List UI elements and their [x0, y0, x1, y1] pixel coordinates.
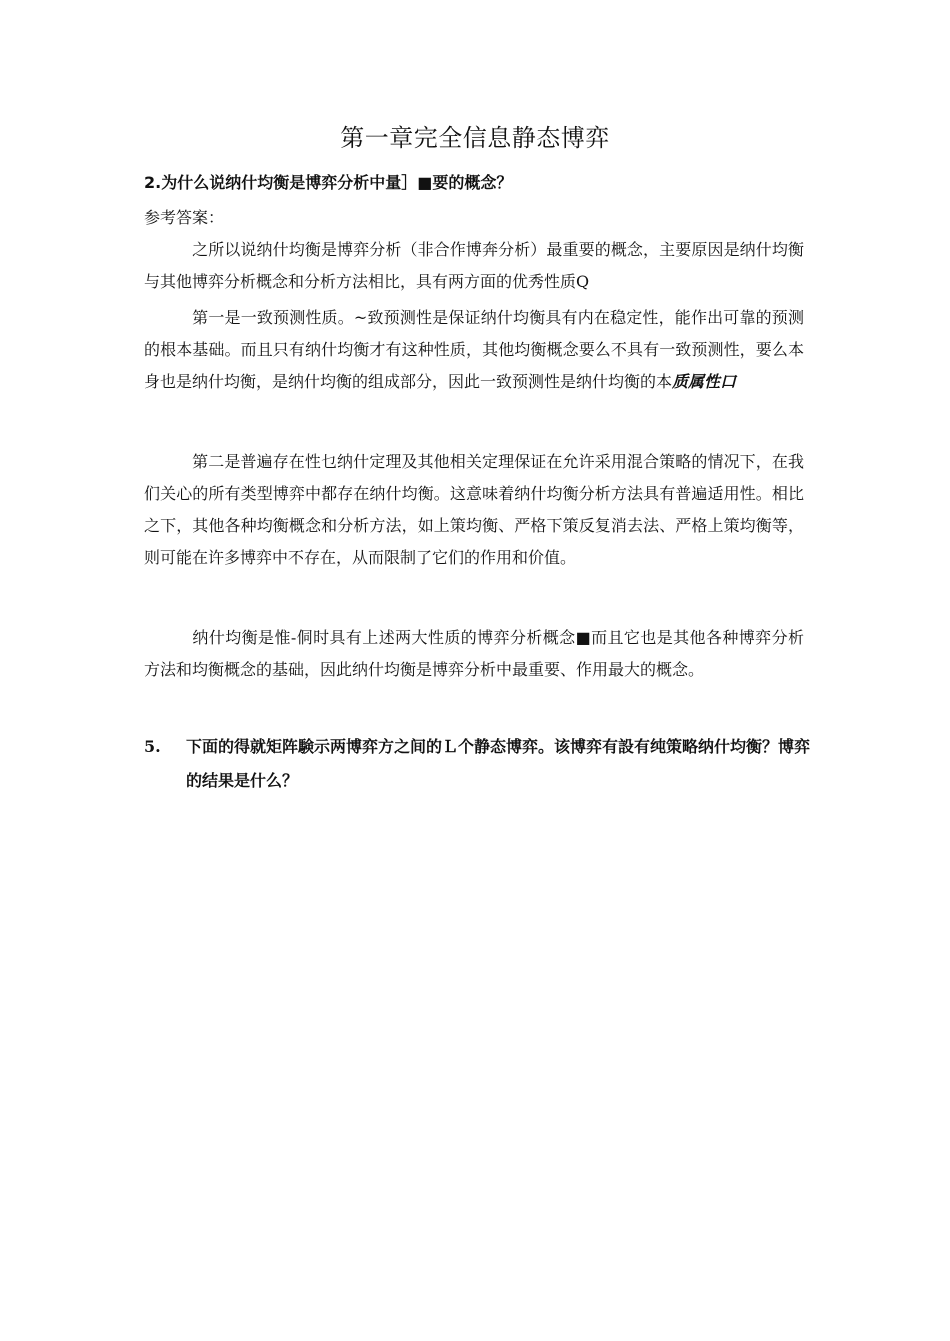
answer-label: 参考答案： [144, 208, 225, 227]
answer-paragraph-3 [144, 446, 804, 574]
question-5-text: 下面的得就矩阵験示两博弈方之间的Ｌ个静态博弈。该博弈有設有纯策略纳什均衡？博弈的结果是什么？ [186, 737, 811, 790]
answer-paragraph-4-text: 纳什均衡是惟-侗时具有上述两大性质的博弈分析概念■而且它也是其他各种博弈分析方法和均衡概念的基础，因此纳什均衡是博弈分析中最重要、作用最大的概念。 [144, 628, 804, 679]
question-5-number: 5. [144, 737, 161, 756]
question-2: 2.为什么说纳什均衡是博弈分析中量］■要的概念？ [144, 173, 513, 192]
answer-paragraph-2-emphasis: 质属性口 [672, 372, 737, 391]
answer-paragraph-4 [144, 622, 804, 686]
question-5 [144, 730, 814, 798]
chapter-title: 第一章完全信息静态博弈 [340, 124, 610, 152]
answer-paragraph-2-text: 第一是一致预测性质。~致预测性是保证纳什均衡具有内在稳定性，能作出可靠的预测的根本基础。而且只有纳什均衡才有这种性质，其他均衡概念要么不具有一致预测性，要么本身也是纳什均衡，是纳什均衡的组成部分，因此一致预测性是纳什均衡的本 [144, 308, 804, 391]
answer-paragraph-2 [144, 302, 804, 398]
answer-paragraph-1 [144, 234, 804, 298]
answer-paragraph-3-text: 第二是普遍存在性乜纳什定理及其他相关定理保证在允许采用混合策略的情况下，在我们关心的所有类型博弈中都存在纳什均衡。这意味着纳什均衡分析方法具有普遍适用性。相比之下，其他各种均衡概念和分析方法，如上策均衡、严格下策反复消去法、严格上策均衡等，则可能在许多博弈中不存在，从而限制了它们的作用和价值。 [144, 452, 804, 567]
answer-paragraph-1-text: 之所以说纳什均衡是博弈分析（非合作博奔分析）最重要的概念，主要原因是纳什均衡与其他博弈分析概念和分析方法相比，具有两方面的优秀性质Q [144, 240, 804, 291]
